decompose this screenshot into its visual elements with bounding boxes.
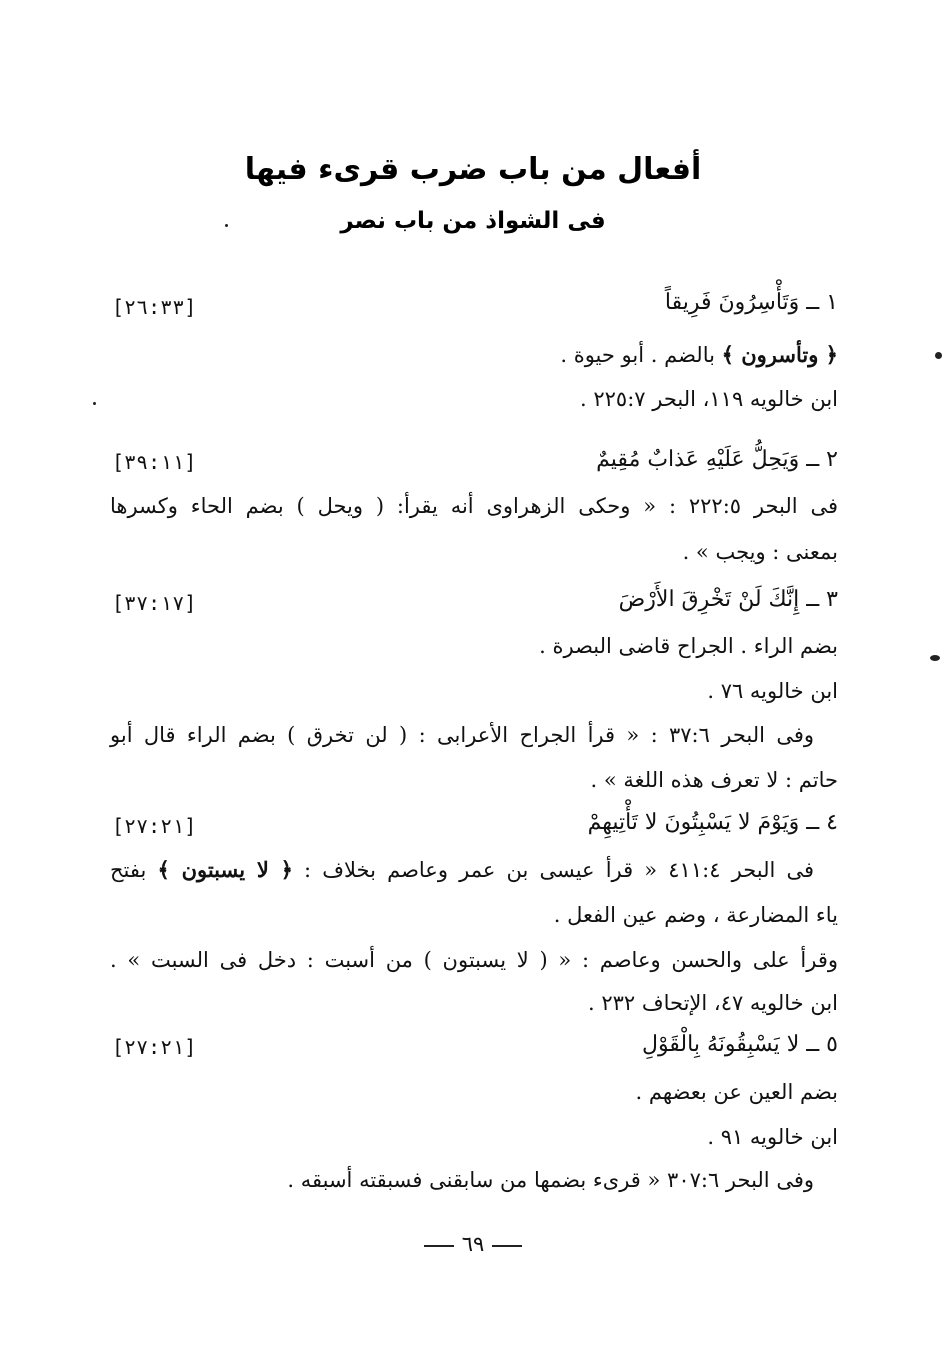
- verse-ref-1: [٢٦:٣٣]: [112, 295, 197, 319]
- note-text: وفى البحر ٣٠٧:٦ « قرىء بضمها من سابقنى فسبقته أسبقه .: [287, 1168, 814, 1192]
- note-line: [590, 765, 838, 795]
- note-line: [636, 1077, 838, 1107]
- note-line: [539, 631, 838, 661]
- scan-speck: [930, 655, 940, 661]
- note-text: بفتح: [110, 858, 158, 882]
- note-text: وقرأ على والحسن وعاصم : « ( لا يسبتون ) من أسبت : دخل فى السبت » .: [110, 948, 838, 972]
- verse-ref-5: [٢٧:٢١]: [112, 1035, 197, 1059]
- note-line: [560, 340, 838, 370]
- note-text: بمعنى : ويجب » .: [682, 540, 838, 564]
- note-text: ابن خالويه ٤٧، الإتحاف ٢٣٢ .: [587, 991, 838, 1015]
- note-text: ابن خالويه ٩١ .: [707, 1125, 838, 1149]
- dash-ornament: [424, 1245, 454, 1247]
- verse-2: ٢ ــ وَيَحِلُّ عَلَيْهِ عَذابٌ مُقِيمٌ: [596, 447, 838, 472]
- note-text: ابن خالويه ٧٦ .: [707, 679, 838, 703]
- dash-ornament: [492, 1245, 522, 1247]
- note-text: ابن خالويه ١١٩، البحر ٢٢٥:٧ .: [580, 387, 838, 411]
- chapter-subtitle: فى الشواذ من باب نصر: [340, 208, 606, 234]
- verse-1: ١ ــ وَتَأْسِرُونَ فَرِيقاً: [664, 290, 838, 315]
- verse-ref-4: [٢٧:٢١]: [112, 814, 197, 838]
- note-text: ياء المضارعة ، وضم عين الفعل .: [553, 903, 838, 927]
- note-text: بالضم . أبو حيوة .: [560, 343, 722, 367]
- quran-reading: ﴿ لا يسبتون ﴾: [157, 857, 293, 882]
- verse-ref-3: [٣٧:١٧]: [112, 591, 197, 615]
- note-line: [554, 900, 838, 930]
- note-line: [580, 384, 838, 414]
- note-text: فى البحر ٢٢٢:٥ : « وحكى الزهراوى أنه يقرأ: ( ويحل ) بضم الحاء وكسرها: [110, 494, 838, 518]
- note-line: [683, 537, 838, 567]
- scan-speck: [225, 224, 228, 227]
- note-line: [110, 945, 838, 975]
- verse-ref-2: [٣٩:١١]: [112, 450, 197, 474]
- note-line: [287, 1165, 814, 1195]
- scan-speck: [935, 352, 942, 359]
- note-line: [110, 855, 814, 885]
- note-text: حاتم : لا تعرف هذه اللغة » .: [590, 768, 838, 792]
- note-line: [110, 720, 814, 750]
- page-number-text: ٦٩: [461, 1232, 485, 1256]
- note-line: [110, 491, 838, 521]
- verse-4: ٤ ــ وَيَوْمَ لا يَسْبِتُونَ لا تَأْتِيهِمْ: [587, 810, 838, 835]
- note-line: [707, 676, 838, 706]
- note-text: فى البحر ٤١١:٤ « قرأ عيسى بن عمر وعاصم بخلاف :: [292, 858, 815, 882]
- quran-reading: ﴿ وتأسرون ﴾: [721, 342, 838, 367]
- note-text: وفى البحر ٣٧:٦ : « قرأ الجراح الأعرابى : ( لن تخرق ) بضم الراء قال أبو: [110, 723, 815, 747]
- scan-speck: [93, 402, 96, 405]
- verse-5: ٥ ــ لا يَسْبِقُونَهُ بِالْقَوْلِ: [641, 1032, 838, 1057]
- note-line: [588, 988, 838, 1018]
- note-text: بضم العين عن بعضهم .: [635, 1080, 838, 1104]
- page-number: [0, 1232, 946, 1256]
- verse-3: ٣ ــ إِنَّكَ لَنْ تَخْرِقَ الأَرْضَ: [618, 587, 838, 612]
- note-line: [707, 1122, 838, 1152]
- note-text: بضم الراء . الجراح قاضى البصرة .: [539, 634, 838, 658]
- chapter-title: أفعال من باب ضرب قرىء فيها: [244, 152, 702, 187]
